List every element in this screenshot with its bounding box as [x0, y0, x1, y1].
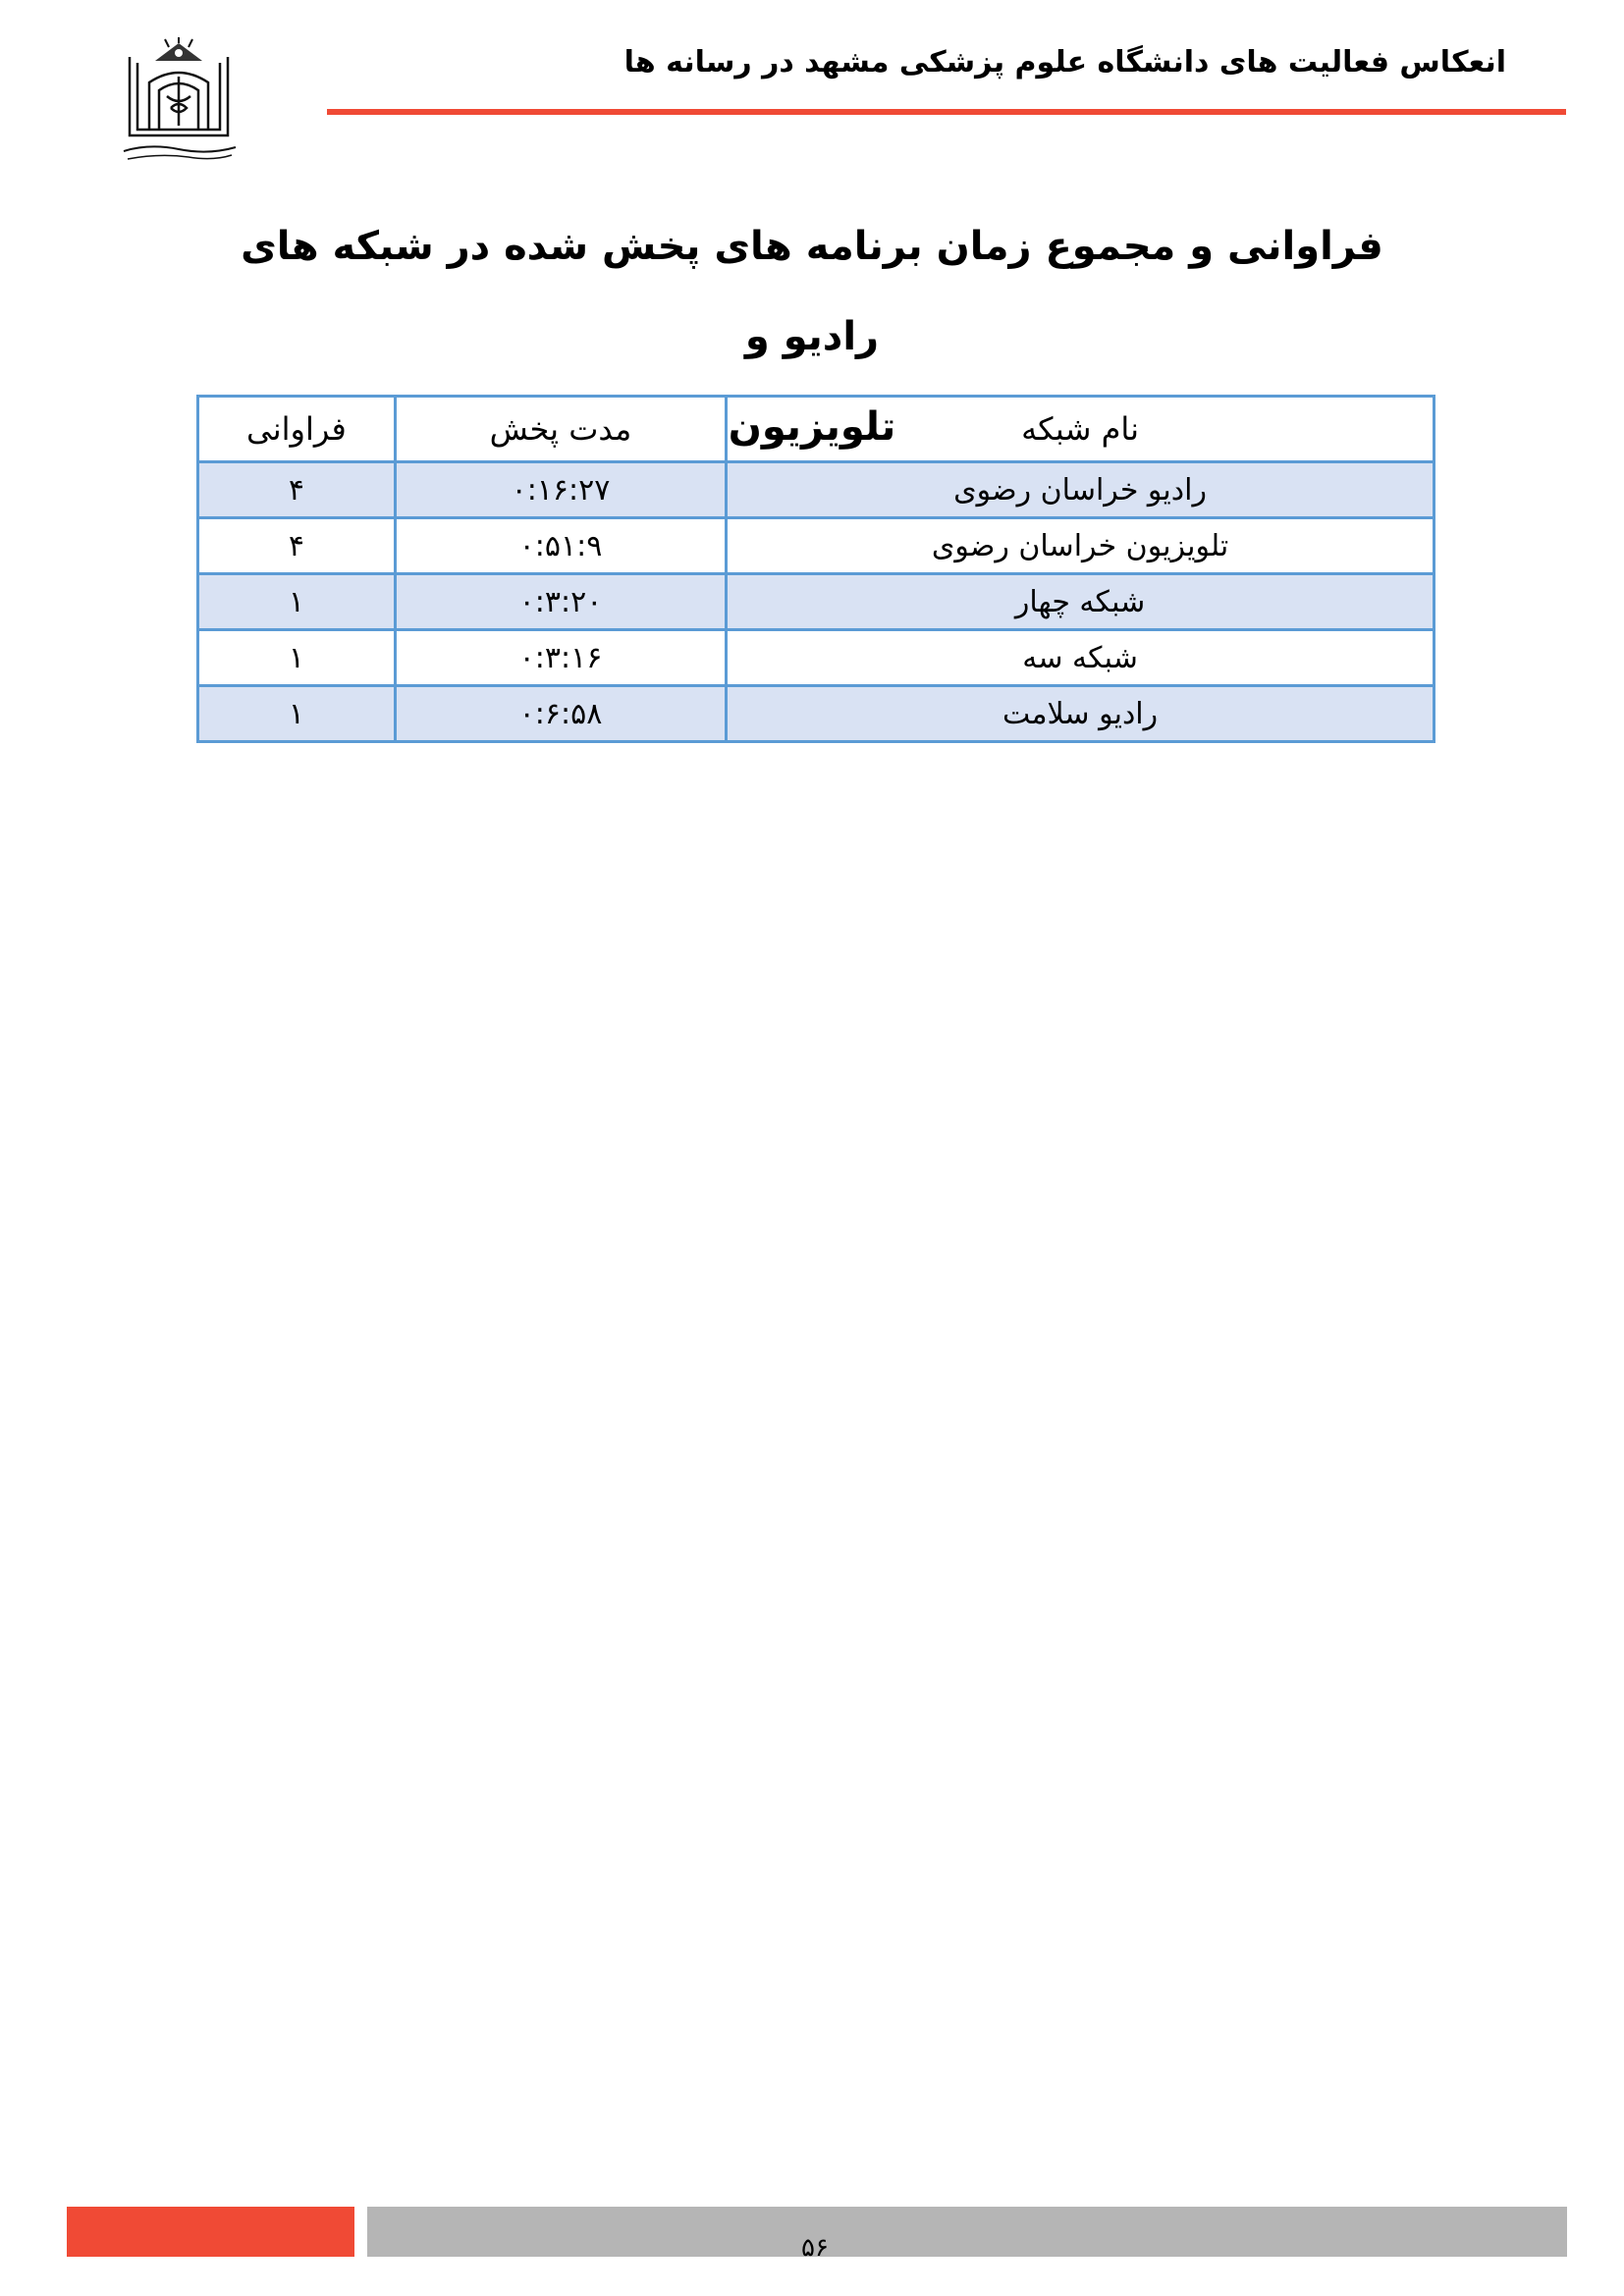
cell-network-name: شبکه چهار: [727, 574, 1435, 630]
page-heading-line-1: فراوانی و مجموع زمان برنامه های پخش شده در شبکه های رادیو و: [241, 224, 1383, 359]
cell-duration: ۰:۱۶:۲۷: [395, 462, 726, 518]
cell-network-name: شبکه سه: [727, 630, 1435, 686]
header-network-name: نام شبکه: [727, 397, 1435, 462]
cell-duration: ۰:۵۱:۹: [395, 518, 726, 574]
footer-accent-bar: [67, 2207, 354, 2257]
broadcast-frequency-table: [196, 395, 1435, 743]
cell-frequency: ۴: [198, 518, 396, 574]
cell-frequency: ۴: [198, 462, 396, 518]
document-header-title: انعکاس فعالیت های دانشگاه علوم پزشکی مشهد در رسانه ها: [623, 45, 1506, 80]
cell-frequency: ۱: [198, 574, 396, 630]
cell-duration: ۰:۳:۲۰: [395, 574, 726, 630]
cell-network-name: تلویزیون خراسان رضوی: [727, 518, 1435, 574]
table-row: [198, 518, 1435, 574]
table-row: [198, 686, 1435, 742]
cell-duration: ۰:۳:۱۶: [395, 630, 726, 686]
table-row: [198, 462, 1435, 518]
cell-frequency: ۱: [198, 630, 396, 686]
cell-frequency: ۱: [198, 686, 396, 742]
header-broadcast-duration: مدت پخش: [395, 397, 726, 462]
cell-network-name: رادیو سلامت: [727, 686, 1435, 742]
header-frequency: فراوانی: [198, 397, 396, 462]
page-number: ۵۶: [801, 2233, 829, 2263]
header-rule: [327, 109, 1566, 115]
table-row: [198, 574, 1435, 630]
table-header-row: [198, 397, 1435, 462]
cell-duration: ۰:۶:۵۸: [395, 686, 726, 742]
cell-network-name: رادیو خراسان رضوی: [727, 462, 1435, 518]
table-row: [198, 630, 1435, 686]
university-emblem-icon: [110, 37, 247, 165]
page-heading-line-2: تلویزیون: [728, 404, 896, 450]
footer-gray-bar: [367, 2207, 1567, 2257]
